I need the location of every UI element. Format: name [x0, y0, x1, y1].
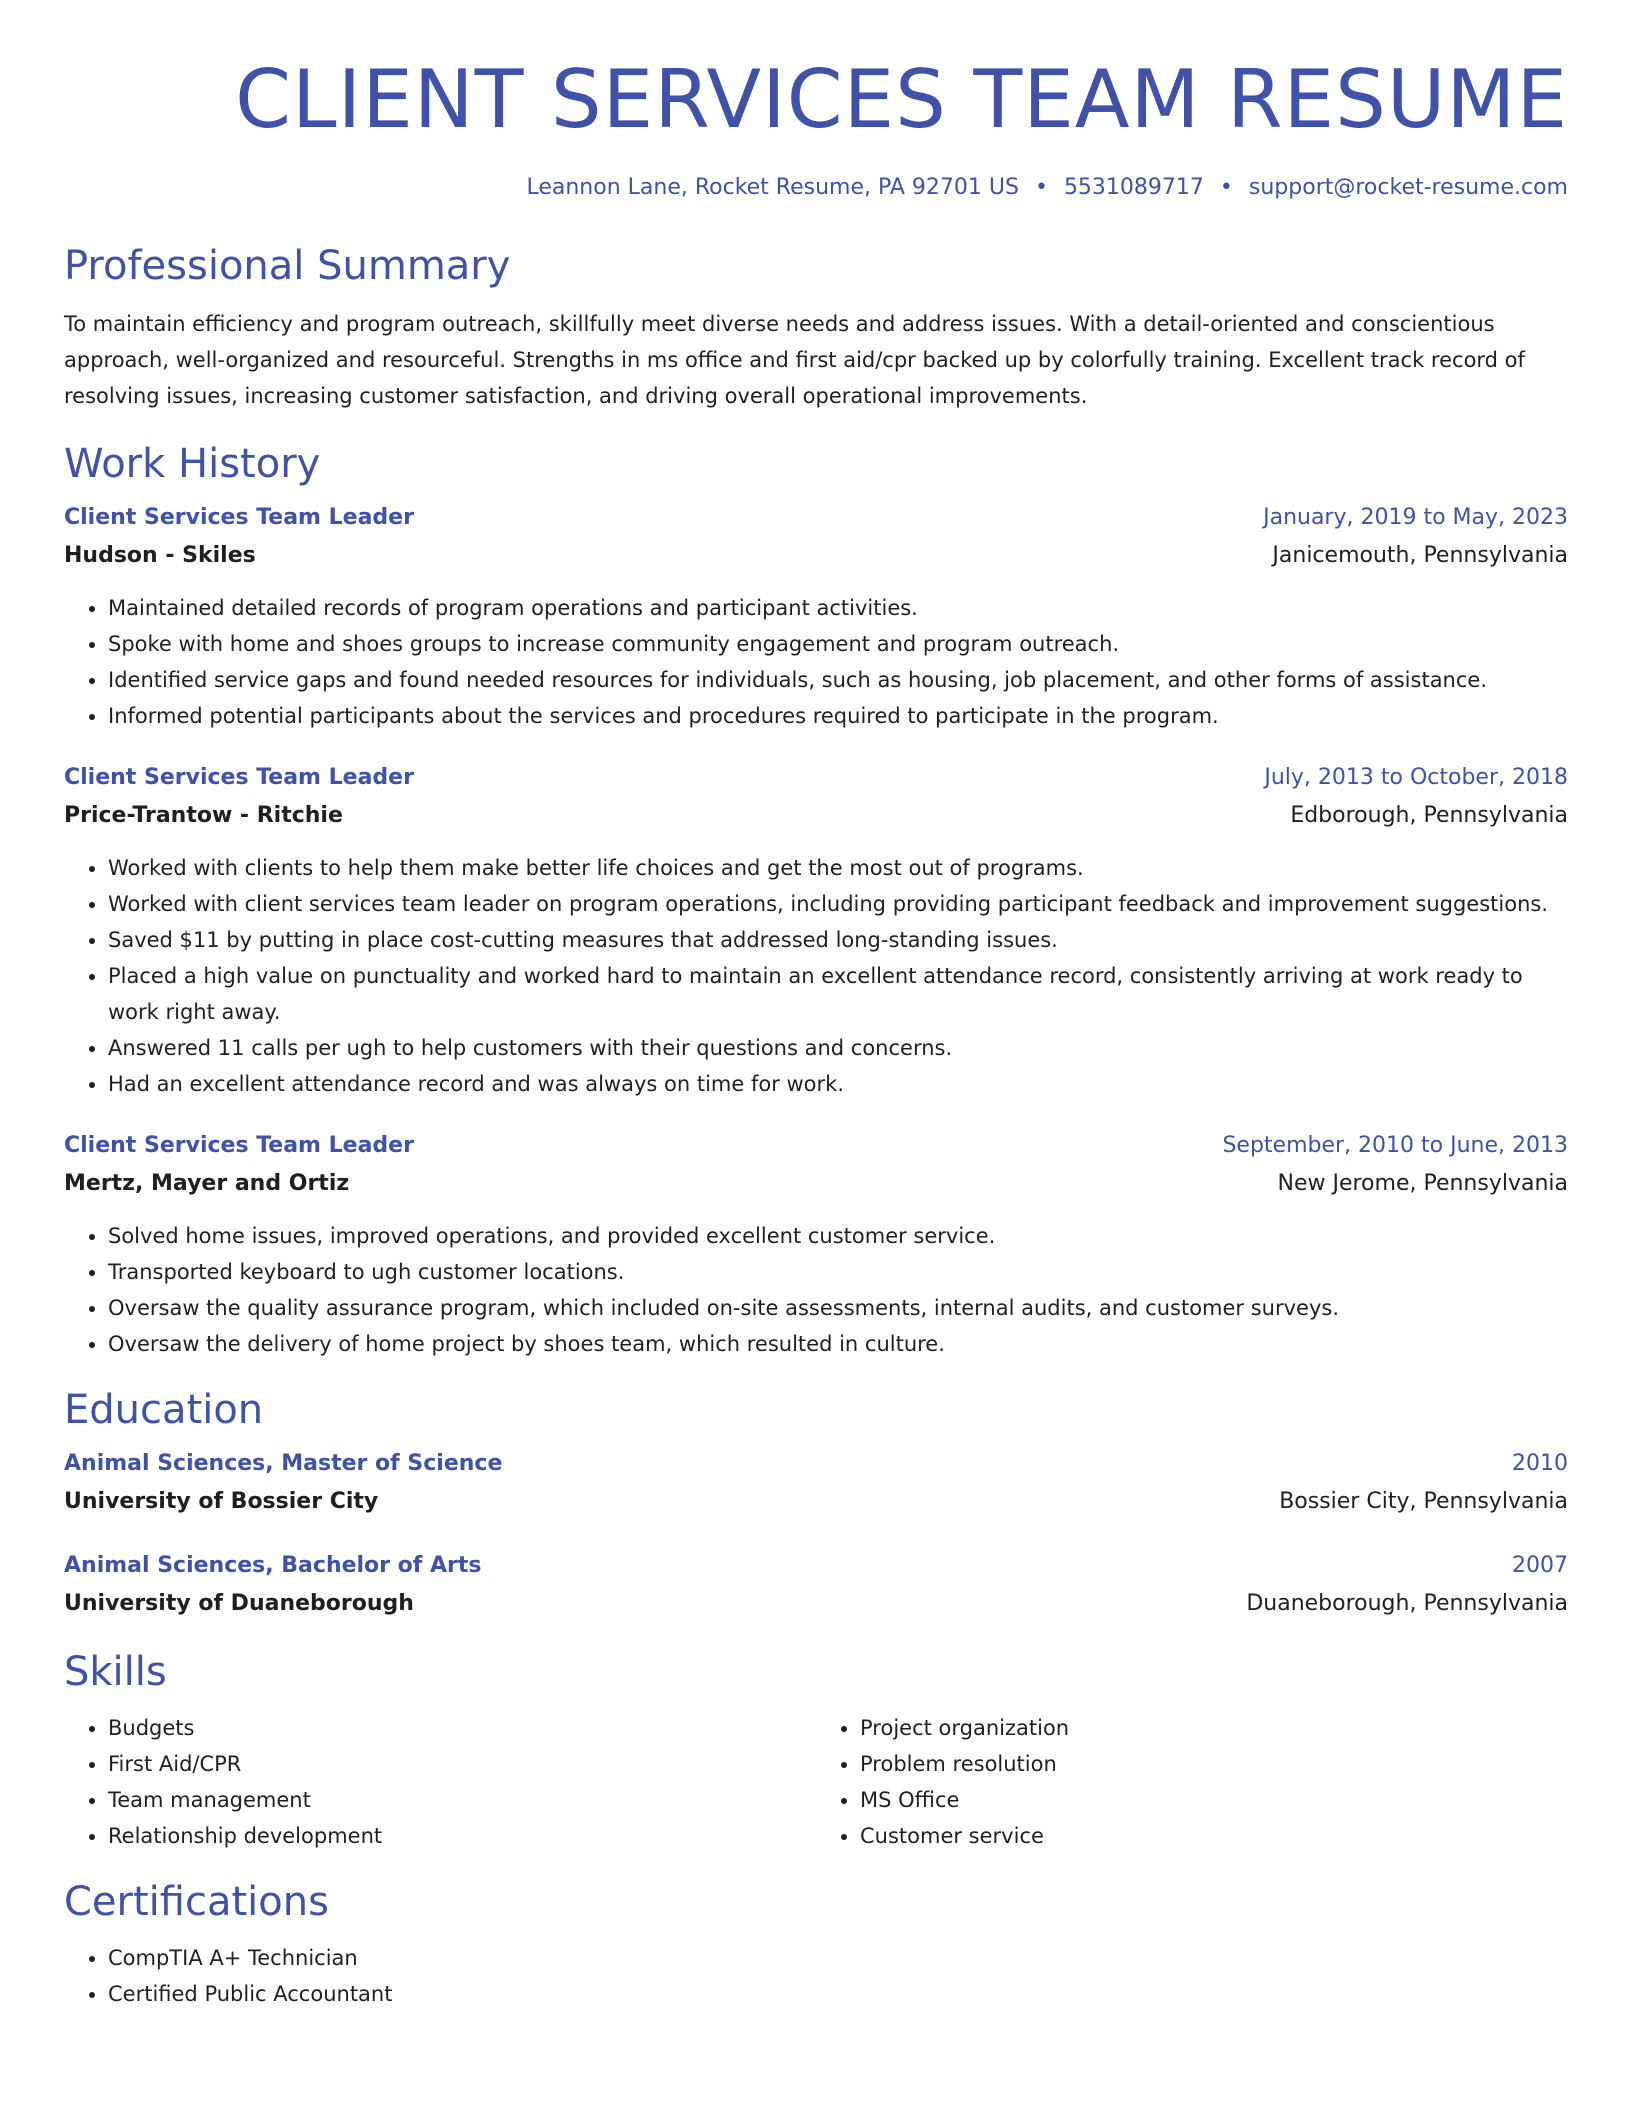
job-entry	[64, 760, 1568, 1102]
education-year: 2007	[1512, 1553, 1568, 1578]
job-bullet: • Worked with clients to help them make better life choices and get the most out of programs.	[108, 850, 1568, 886]
certification-item: • Certified Public Accountant	[108, 1976, 1568, 2012]
skills-column-right	[816, 1710, 1568, 1854]
job-bullet: • Solved home issues, improved operations, and provided excellent customer service.	[108, 1218, 1568, 1254]
skill-item: • Problem resolution	[860, 1746, 1568, 1782]
job-entry	[64, 1128, 1568, 1362]
job-bullet: • Worked with client services team leader on program operations, including providing participant feedback and improvement suggestions.	[108, 886, 1568, 922]
education-degree: Animal Sciences, Bachelor of Arts	[64, 1553, 482, 1578]
job-dates: January, 2019 to May, 2023	[1263, 505, 1568, 530]
job-location: Edborough, Pennsylvania	[1290, 803, 1568, 828]
certifications-list	[64, 1940, 1568, 2012]
contact-separator: •	[1219, 175, 1233, 200]
contact-address: Leannon Lane, Rocket Resume, PA 92701 US	[526, 175, 1019, 200]
job-org-row	[64, 1164, 1568, 1204]
job-bullet: • Answered 11 calls per ugh to help customers with their questions and concerns.	[108, 1030, 1568, 1066]
job-bullet: • Informed potential participants about the services and procedures required to participate in the program.	[108, 698, 1568, 734]
job-company: Hudson - Skiles	[64, 543, 256, 568]
education-entry	[64, 1548, 1568, 1624]
job-bullet: • Maintained detailed records of program operations and participant activities.	[108, 590, 1568, 626]
skill-item: • Project organization	[860, 1710, 1568, 1746]
education-heading: Education	[64, 1387, 264, 1433]
education-section	[64, 1384, 1568, 1624]
skills-grid	[64, 1710, 1568, 1854]
job-bullet: • Placed a high value on punctuality and worked hard to maintain an excellent attendance record, consistently arriving at work ready to work right away.	[108, 958, 1568, 1030]
summary-heading: Professional Summary	[64, 243, 511, 289]
education-year: 2010	[1512, 1451, 1568, 1476]
skill-item: • Relationship development	[108, 1818, 816, 1854]
contact-email[interactable]: support@rocket-resume.com	[1248, 175, 1568, 200]
skills-heading: Skills	[64, 1649, 167, 1695]
job-org-row	[64, 796, 1568, 836]
certifications-heading: Certifications	[64, 1879, 329, 1925]
summary-text: To maintain efficiency and program outreach, skillfully meet diverse needs and address issues. With a detail-oriented and conscientious approach, well-organized and resourceful. Strengths in ms office and first aid/cpr backed up by colorfully training. Excellent track record of resolving issues, increasing customer satisfaction, and driving overall operational improvements.	[64, 312, 1525, 408]
education-location: Duaneborough, Pennsylvania	[1246, 1591, 1568, 1616]
job-company: Price-Trantow - Ritchie	[64, 803, 343, 828]
job-location: Janicemouth, Pennsylvania	[1272, 543, 1568, 568]
job-header-row	[64, 1128, 1568, 1164]
job-bullets	[64, 590, 1568, 734]
job-bullet: • Identified service gaps and found needed resources for individuals, such as housing, job placement, and other forms of assistance.	[108, 662, 1568, 698]
education-entry	[64, 1446, 1568, 1522]
job-role: Client Services Team Leader	[64, 505, 414, 530]
education-school-row	[64, 1482, 1568, 1522]
job-location: New Jerome, Pennsylvania	[1277, 1171, 1568, 1196]
education-degree: Animal Sciences, Master of Science	[64, 1451, 503, 1476]
skill-item: • First Aid/CPR	[108, 1746, 816, 1782]
job-org-row	[64, 536, 1568, 576]
contact-line	[64, 172, 1568, 204]
education-school: University of Bossier City	[64, 1489, 379, 1514]
certifications-section	[64, 1876, 1568, 2012]
certification-item: • CompTIA A+ Technician	[108, 1940, 1568, 1976]
education-header-row	[64, 1548, 1568, 1584]
job-bullets	[64, 1218, 1568, 1362]
job-header-row	[64, 760, 1568, 796]
education-header-row	[64, 1446, 1568, 1482]
skills-section	[64, 1646, 1568, 1854]
skill-item: • Team management	[108, 1782, 816, 1818]
job-bullet: • Had an excellent attendance record and was always on time for work.	[108, 1066, 1568, 1102]
skill-item: • MS Office	[860, 1782, 1568, 1818]
job-role: Client Services Team Leader	[64, 1133, 414, 1158]
skill-item: • Budgets	[108, 1710, 816, 1746]
work-history-section	[64, 438, 1568, 1362]
job-dates: September, 2010 to June, 2013	[1222, 1133, 1568, 1158]
resume-title: CLIENT SERVICES TEAM RESUME	[235, 53, 1568, 146]
job-bullet: • Spoke with home and shoes groups to increase community engagement and program outreach.	[108, 626, 1568, 662]
education-school-row	[64, 1584, 1568, 1624]
job-bullet: • Oversaw the quality assurance program, which included on-site assessments, internal audits, and customer surveys.	[108, 1290, 1568, 1326]
job-entry	[64, 500, 1568, 734]
job-bullet: • Transported keyboard to ugh customer locations.	[108, 1254, 1568, 1290]
education-location: Bossier City, Pennsylvania	[1279, 1489, 1568, 1514]
job-bullet: • Saved $11 by putting in place cost-cutting measures that addressed long-standing issues.	[108, 922, 1568, 958]
job-company: Mertz, Mayer and Ortiz	[64, 1171, 350, 1196]
skills-column-left	[64, 1710, 816, 1854]
job-role: Client Services Team Leader	[64, 765, 414, 790]
skill-item: • Customer service	[860, 1818, 1568, 1854]
job-bullets	[64, 850, 1568, 1102]
summary-section	[64, 240, 1568, 414]
job-dates: July, 2013 to October, 2018	[1264, 765, 1568, 790]
contact-separator: •	[1034, 175, 1048, 200]
job-bullet: • Oversaw the delivery of home project by shoes team, which resulted in culture.	[108, 1326, 1568, 1362]
education-school: University of Duaneborough	[64, 1591, 414, 1616]
job-header-row	[64, 500, 1568, 536]
work-history-heading: Work History	[64, 441, 321, 487]
contact-phone[interactable]: 5531089717	[1063, 175, 1204, 200]
